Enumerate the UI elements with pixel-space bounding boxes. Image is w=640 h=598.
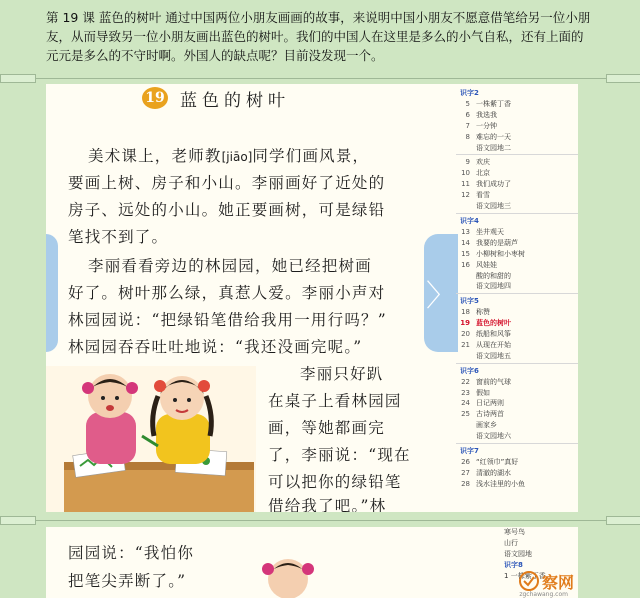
- text-line: 李丽只好趴: [300, 365, 384, 383]
- text-line: 把笔尖弄断了。”: [68, 572, 187, 590]
- text-line: 林园园说：“把绿铅笔借给我用一用行吗？”: [68, 311, 387, 329]
- toc-unit: 识字6: [460, 366, 479, 375]
- toc-item[interactable]: 语文园地三: [476, 202, 511, 211]
- toc-item[interactable]: 13 坐井观天: [461, 227, 504, 236]
- toc-item: 一株紫丁香: [510, 571, 546, 580]
- text-line: 李丽看看旁边的林园园，她已经把树画: [88, 257, 372, 275]
- toc-item[interactable]: 26 “红领巾”真好: [461, 458, 519, 466]
- toc-item[interactable]: 16 风娃娃: [461, 260, 497, 269]
- toc-item: 寒号鸟: [504, 528, 525, 536]
- ruler-tick: [0, 74, 36, 83]
- toc-item[interactable]: 语文园地五: [476, 351, 511, 360]
- toc-item[interactable]: 酸的和甜的: [476, 271, 511, 280]
- text-line: 可以把你的绿铅笔: [268, 473, 402, 491]
- toc-unit: 识字4: [460, 216, 479, 225]
- toc-unit: 识字7: [460, 447, 479, 456]
- toc-item[interactable]: 14 我要的是葫芦: [461, 238, 518, 247]
- textbook-page-next: [46, 527, 578, 598]
- toc-item[interactable]: 语文园地四: [476, 282, 511, 291]
- pinyin-annotation: [jiāo]: [221, 150, 253, 164]
- text-line: 林园园吞吞吐吐地说：“我还没画完呢。”: [68, 338, 363, 356]
- lesson-title: 蓝色的树叶: [180, 90, 290, 111]
- toc-divider: [456, 154, 578, 155]
- toc-divider: [456, 363, 578, 364]
- toc-item[interactable]: 19 蓝色的树叶: [460, 319, 511, 328]
- table-of-contents: [456, 88, 578, 490]
- lesson-number: 19: [142, 87, 168, 109]
- toc-item[interactable]: 7 一分钟: [465, 121, 497, 130]
- site-watermark: [474, 566, 574, 596]
- lesson-heading: [142, 86, 290, 110]
- text-line: 要画上树、房子和小山。李丽画好了近处的: [68, 174, 386, 192]
- toc-item[interactable]: 18 称赞: [461, 308, 490, 317]
- header-text: 第 19 课 蓝色的树叶 通过中国两位小朋友画画的故事，来说明中国小朋友不愿意借笔给另一位小朋友，从而导致另一位小朋友画出蓝色的树叶。我们的中国人在这里是多么的小气自私，还有上面的元元是多么的不守时啊。外国人的缺点呢？目前没发现一个。: [46, 10, 591, 63]
- text-line: 好了。树叶那么绿，真惹人爱。李丽小声对: [68, 284, 386, 302]
- separator-bottom: [0, 520, 640, 521]
- ruler-tick: [606, 74, 640, 83]
- text-line: 美术课上，老师教[jiāo]同学们画风景，: [88, 147, 370, 165]
- logo-icon: [518, 570, 540, 592]
- text-line: 在桌子上看林园园: [268, 392, 402, 410]
- text-line: 房子、远处的小山。她正要画树，可是绿铅: [68, 201, 386, 219]
- toc-item[interactable]: 24 日记两则: [461, 399, 504, 408]
- separator-top: [0, 78, 640, 79]
- ruler-tick: [606, 516, 640, 525]
- toc-item[interactable]: 5 一株紫丁香: [465, 99, 511, 108]
- textbook-page: [46, 84, 578, 512]
- toc-item[interactable]: 10 北京: [461, 169, 490, 178]
- toc-item[interactable]: 15 小柳树和小枣树: [461, 249, 525, 258]
- text-line: 园园说：“我怕你: [68, 544, 195, 562]
- text-line: 画，等她都画完: [268, 419, 385, 437]
- toc-item[interactable]: 语文园地六: [476, 432, 511, 441]
- previous-page-button[interactable]: [46, 234, 58, 352]
- toc-item[interactable]: 9 欢庆: [465, 158, 490, 167]
- toc-unit: 识字2: [460, 89, 479, 97]
- toc-item[interactable]: 语文园地二: [476, 143, 511, 152]
- toc-unit: 识字8: [504, 560, 523, 569]
- toc-item[interactable]: 25 古诗两首: [461, 410, 504, 419]
- watermark-text: 察网: [541, 572, 574, 592]
- chevron-right-icon: 〉: [426, 279, 456, 314]
- toc-num: 1: [504, 571, 509, 580]
- toc-item[interactable]: 20 纸船和风筝: [461, 330, 511, 339]
- toc-item[interactable]: 27 清澈的湖水: [461, 468, 511, 477]
- toc-item[interactable]: 21 从现在开始: [461, 340, 511, 349]
- watermark-url: zgchawang.com: [519, 591, 568, 598]
- text-line: 了，李丽说：“现在: [268, 446, 411, 464]
- toc-item[interactable]: 画家乡: [476, 421, 497, 430]
- toc-item[interactable]: 28 浅水洼里的小鱼: [461, 479, 525, 488]
- next-page-button[interactable]: [424, 234, 458, 352]
- toc-item[interactable]: 11 我们成功了: [461, 180, 511, 189]
- illustration-fragment: [258, 549, 318, 598]
- toc-divider: [456, 443, 578, 444]
- toc-divider: [456, 293, 578, 294]
- ruler-tick: [0, 516, 36, 525]
- text-line: 借给我了吧。”林: [268, 497, 387, 512]
- toc-item: 语文园地: [504, 549, 532, 558]
- toc-item: 山行: [504, 538, 518, 547]
- toc-item[interactable]: 23 假如: [461, 388, 490, 397]
- children-drawing-illustration: [46, 366, 256, 512]
- toc-divider: [456, 213, 578, 214]
- toc-item[interactable]: 12 看雪: [461, 191, 490, 200]
- toc-item[interactable]: 8 难忘的一天: [465, 132, 511, 141]
- text-line: 笔找不到了。: [68, 228, 169, 246]
- toc-item[interactable]: 22 窗前的气球: [461, 377, 511, 386]
- toc-unit: 识字5: [460, 297, 479, 306]
- toc-item[interactable]: 6 我选我: [465, 110, 497, 119]
